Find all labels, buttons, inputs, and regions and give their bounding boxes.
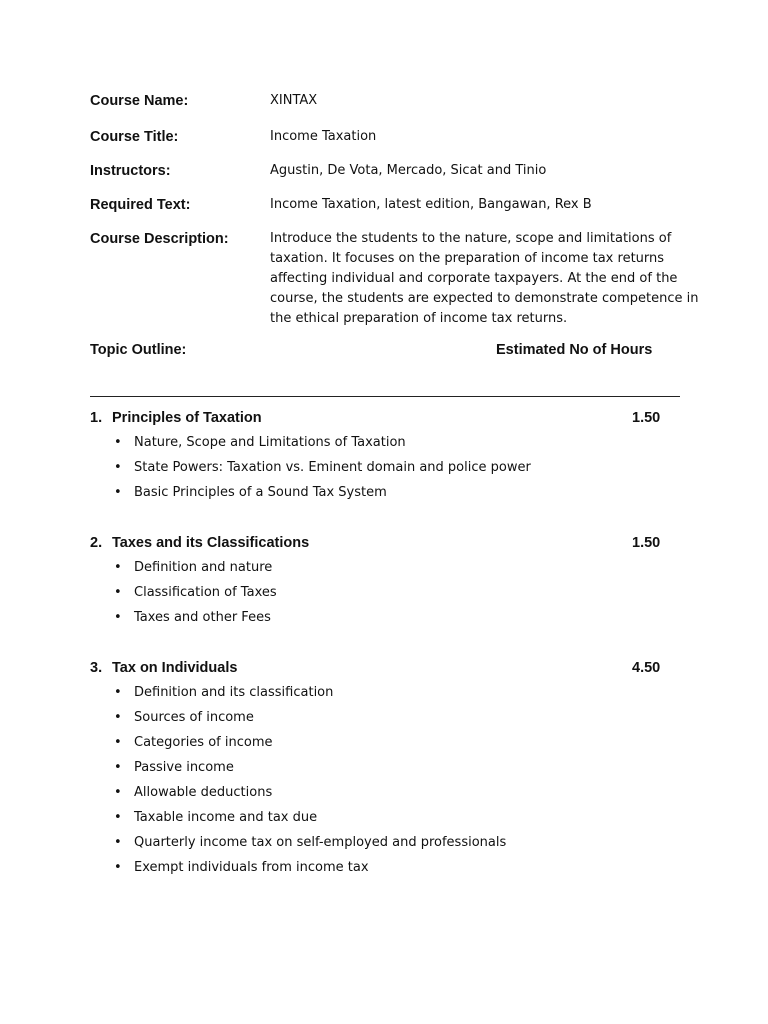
list-item-text: Taxes and other Fees [134, 610, 271, 625]
list-item-text: Quarterly income tax on self-employed and professionals [134, 835, 507, 850]
list-item-text: Allowable deductions [134, 785, 273, 800]
list-item-text: Nature, Scope and Limitations of Taxation [134, 435, 406, 450]
description-line: Introduce the students to the nature, scope and limitations of [270, 231, 672, 246]
instructors-value: Agustin, De Vota, Mercado, Sicat and Tinio [270, 163, 547, 178]
horizontal-divider [90, 396, 680, 397]
topic-title: Principles of Taxation [112, 410, 262, 426]
bullet-icon: • [114, 760, 122, 775]
topic-hours: 1.50 [632, 535, 661, 551]
topic-heading [90, 658, 680, 678]
list-item [90, 433, 680, 458]
list-item-text: Exempt individuals from income tax [134, 860, 369, 875]
required-text-label: Required Text: [90, 197, 191, 213]
topic-section [90, 408, 680, 508]
course-description-value [270, 229, 699, 329]
list-item [90, 708, 680, 733]
list-item-text: Categories of income [134, 735, 273, 750]
list-item [90, 608, 680, 633]
course-description-label: Course Description: [90, 231, 229, 247]
estimated-hours-header: Estimated No of Hours [496, 342, 653, 358]
list-item [90, 783, 680, 808]
bullet-icon: • [114, 585, 122, 600]
bullet-icon: • [114, 710, 122, 725]
list-item-text: Sources of income [134, 710, 254, 725]
bullet-icon: • [114, 435, 122, 450]
course-title-label: Course Title: [90, 129, 179, 145]
bullet-icon: • [114, 610, 122, 625]
topic-heading [90, 408, 680, 428]
list-item [90, 858, 680, 883]
topic-section [90, 533, 680, 633]
topic-title: Taxes and its Classifications [112, 535, 310, 551]
description-line: affecting individual and corporate taxpayers. At the end of the [270, 271, 678, 286]
list-item-text: Classification of Taxes [134, 585, 277, 600]
list-item [90, 583, 680, 608]
topic-heading [90, 533, 680, 553]
description-line: course, the students are expected to demonstrate competence in [270, 291, 699, 306]
topic-section [90, 658, 680, 883]
topic-number: 2. [90, 535, 103, 551]
bullet-icon: • [114, 560, 122, 575]
list-item-text: Definition and its classification [134, 685, 334, 700]
topic-number: 3. [90, 660, 103, 676]
course-title-value: Income Taxation [270, 129, 377, 144]
list-item [90, 483, 680, 508]
description-line: taxation. It focuses on the preparation of income tax returns [270, 251, 665, 266]
list-item [90, 808, 680, 833]
list-item-text: Definition and nature [134, 560, 273, 575]
topic-title: Tax on Individuals [112, 660, 238, 676]
list-item [90, 758, 680, 783]
bullet-icon: • [114, 460, 122, 475]
bullet-icon: • [114, 685, 122, 700]
topic-number: 1. [90, 410, 103, 426]
list-item [90, 683, 680, 708]
topic-hours: 1.50 [632, 410, 661, 426]
list-item [90, 558, 680, 583]
topic-bullet-list [90, 683, 680, 883]
bullet-icon: • [114, 810, 122, 825]
topic-bullet-list [90, 433, 680, 508]
bullet-icon: • [114, 735, 122, 750]
course-name-value: XINTAX [270, 93, 318, 108]
required-text-value: Income Taxation, latest edition, Bangawan, Rex B [270, 197, 592, 212]
list-item-text: Taxable income and tax due [134, 810, 318, 825]
bullet-icon: • [114, 485, 122, 500]
bullet-icon: • [114, 835, 122, 850]
list-item [90, 458, 680, 483]
topic-outline-label: Topic Outline: [90, 342, 187, 358]
list-item [90, 833, 680, 858]
list-item-text: State Powers: Taxation vs. Eminent domain and police power [134, 460, 531, 475]
bullet-icon: • [114, 785, 122, 800]
list-item [90, 733, 680, 758]
instructors-label: Instructors: [90, 163, 171, 179]
topic-bullet-list [90, 558, 680, 633]
topic-hours: 4.50 [632, 660, 661, 676]
list-item-text: Basic Principles of a Sound Tax System [134, 485, 387, 500]
list-item-text: Passive income [134, 760, 234, 775]
description-line: the ethical preparation of income tax returns. [270, 311, 568, 326]
course-name-label: Course Name: [90, 93, 189, 109]
bullet-icon: • [114, 860, 122, 875]
